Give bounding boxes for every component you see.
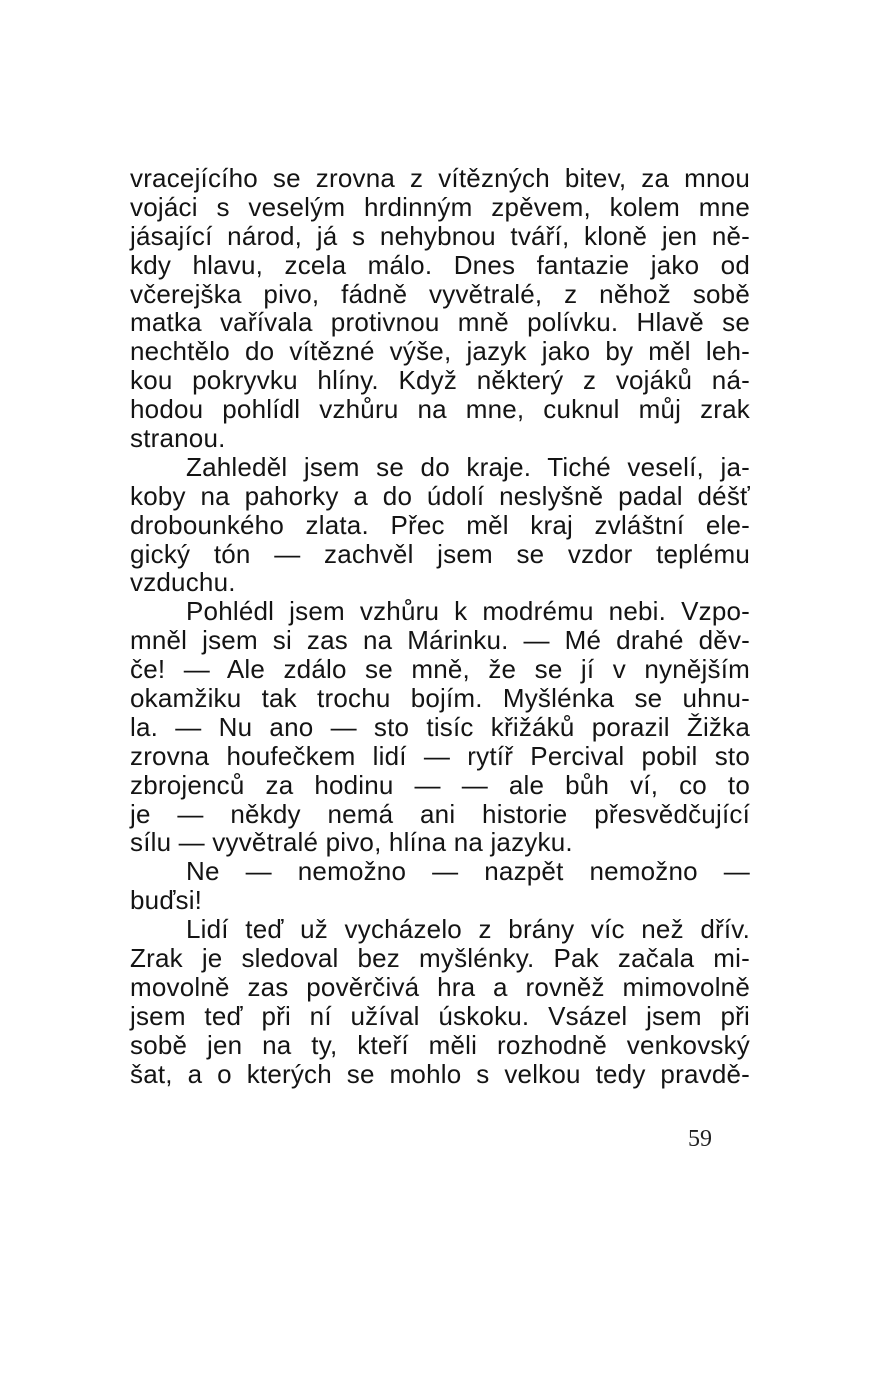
page-number: 59 [688, 1126, 712, 1152]
text-line: koby na pahorky a do údolí neslyšně padal déšť [130, 480, 750, 511]
text-line: gický tón — zachvěl jsem se vzdor teplému [130, 538, 750, 569]
text-line: Zrak je sledoval bez myšlénky. Pak začala mi- [130, 943, 750, 974]
text-line: okamžiku tak trochu bojím. Myšlénka se uhnu- [130, 683, 750, 714]
text-line: jsem teď při ní užíval úskoku. Vsázel jsem při [130, 1000, 750, 1031]
text-line: sobě jen na ty, kteří měli rozhodně venkovský [130, 1029, 750, 1060]
text-line: zbrojenců za hodinu — — ale bůh ví, co to [130, 769, 750, 800]
text-line: Pohlédl jsem vzhůru k modrému nebi. Vzpo- [186, 596, 750, 627]
text-line: sílu — vyvětralé pivo, hlína na jazyku. [130, 827, 573, 858]
body-text [130, 164, 750, 1089]
text-line: vojáci s veselým hrdinným zpěvem, kolem mne [130, 191, 750, 222]
text-line: movolně zas pověrčivá hra a rovněž mimovolně [130, 971, 750, 1002]
text-line: buďsi! [130, 885, 203, 916]
text-line: vracejícího se zrovna z vítězných bitev, za mnou [130, 163, 750, 193]
text-line: šat, a o kterých se mohlo s velkou tedy pravdě- [130, 1058, 750, 1089]
text-line: mněl jsem si zas na Márinku. — Mé drahé děv- [130, 625, 750, 656]
text-line: kou pokryvku hlíny. Když některý z vojáků ná- [130, 365, 750, 396]
text-line: zrovna houfečkem lidí — rytíř Percival pobil sto [130, 740, 750, 771]
text-line: Lidí teď už vycházelo z brány víc než dřív. [186, 914, 750, 945]
text-line: hodou pohlídl vzhůru na mne, cuknul můj zrak [130, 394, 750, 425]
text-line: če! — Ale zdálo se mně, že se jí v nynějším [130, 654, 750, 685]
text-line: Ne — nemožno — nazpět nemožno — [186, 856, 750, 887]
text-line: matka vařívala protivnou mně polívku. Hlavě se [130, 307, 750, 338]
text-line: je — někdy nemá ani historie přesvědčující [130, 798, 750, 829]
text-line: drobounkého zlata. Přec měl kraj zvláštní ele- [130, 509, 750, 540]
text-line: la. — Nu ano — sto tisíc křižáků porazil Žižka [130, 711, 750, 742]
text-line: kdy hlavu, zcela málo. Dnes fantazie jako od [130, 249, 750, 280]
text-line: Zahleděl jsem se do kraje. Tiché veselí, ja- [186, 451, 750, 482]
text-line: jásající národ, já s nehybnou tváří, kloně jen ně- [130, 220, 750, 251]
text-line: vzduchu. [130, 567, 236, 598]
text-line: nechtělo do vítězné výše, jazyk jako by měl leh- [130, 336, 750, 367]
text-line: včerejška pivo, fádně vyvětralé, z něhož sobě [130, 278, 750, 309]
text-line: stranou. [130, 423, 226, 454]
